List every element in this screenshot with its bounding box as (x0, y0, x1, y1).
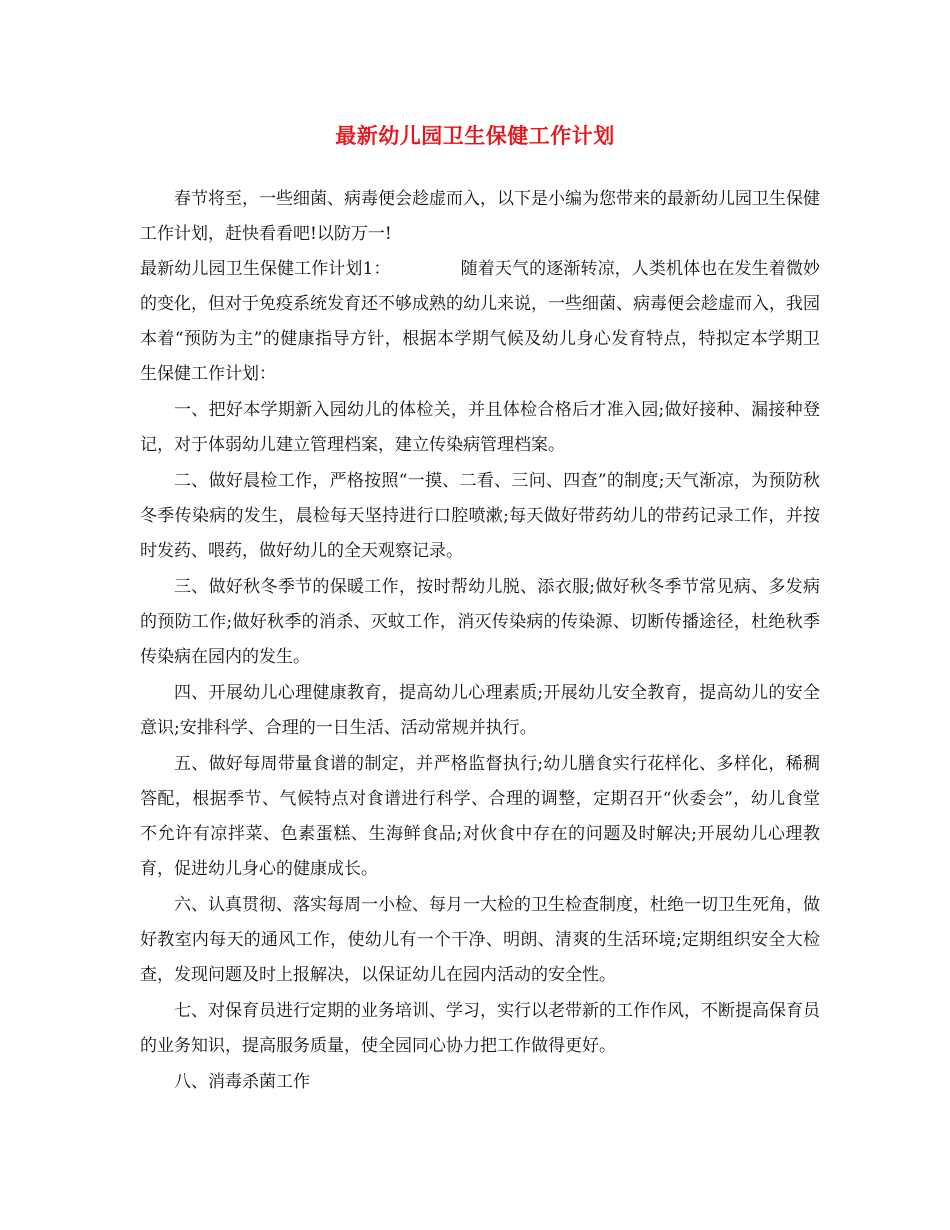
plan-item-7: 七、对保育员进行定期的业务培训、学习，实行以老带新的工作作风，不断提高保育员的业务知识，提高服务质量，使全园同心协力把工作做得更好。 (140, 1001, 820, 1056)
plan-item-2: 二、做好晨检工作，严格按照“一摸、二看、三问、四查”的制度;天气渐凉，为预防秋冬季传染病的发生，晨检每天坚持进行口腔喷漱;每天做好带药幼儿的带药记录工作，并按时发药、喂药，做好幼儿的全天观察记录。 (140, 471, 820, 561)
plan-item-4: 四、开展幼儿心理健康教育，提高幼儿心理素质;开展幼儿安全教育，提高幼儿的安全意识;安排科学、合理的一日生活、活动常规并执行。 (140, 683, 820, 738)
plan-label: 最新幼儿园卫生保健工作计划1： (140, 259, 391, 279)
plan-item-5: 五、做好每周带量食谱的制定，并严格监督执行;幼儿膳食实行花样化、多样化，稀稠答配，根据季节、气候特点对食谱进行科学、合理的调整，定期召开“伙委会”，幼儿食堂不允许有凉拌菜、色素蛋糕、生海鲜食品;对伙食中存在的问题及时解决;开展幼儿心理教育，促进幼儿身心的健康成长。 (140, 754, 820, 879)
plan-paragraph (140, 252, 820, 392)
plan-item-3: 三、做好秋冬季节的保暖工作，按时帮幼儿脱、添衣服;做好秋冬季节常见病、多发病的预防工作;做好秋季的消杀、灭蚊工作，消灭传染病的传染源、切断传播途径，杜绝秋季传染病在园内的发生。 (140, 577, 820, 667)
plan-item-1: 一、把好本学期新入园幼儿的体检关，并且体检合格后才准入园;做好接种、漏接种登记，对于体弱幼儿建立管理档案，建立传染病管理档案。 (140, 400, 820, 455)
plan-item-8: 八、消毒杀菌工作 (174, 1072, 310, 1092)
intro-paragraph: 春节将至，一些细菌、病毒便会趁虚而入，以下是小编为您带来的最新幼儿园卫生保健工作计划，赶快看看吧!以防万一! (140, 189, 820, 244)
plan-item-6: 六、认真贯彻、落实每周一小检、每月一大检的卫生检查制度，杜绝一切卫生死角，做好教室内每天的通风工作，使幼儿有一个干净、明朗、清爽的生活环境;定期组织安全大检查，发现问题及时上报解决，以保证幼儿在园内活动的安全性。 (140, 895, 820, 985)
plan-intro-text: 随着天气的逐渐转凉，人类机体也在发生着微妙的变化，但对于免疫系统发育还不够成熟的幼儿来说，一些细菌、病毒便会趁虚而入，我园本着“预防为主”的健康指导方针，根据本学期气候及幼儿身心发育特点，特拟定本学期卫生保健工作计划： (140, 259, 820, 384)
document-title: 最新幼儿园卫生保健工作计划 (335, 123, 615, 148)
document-body (140, 182, 820, 1100)
